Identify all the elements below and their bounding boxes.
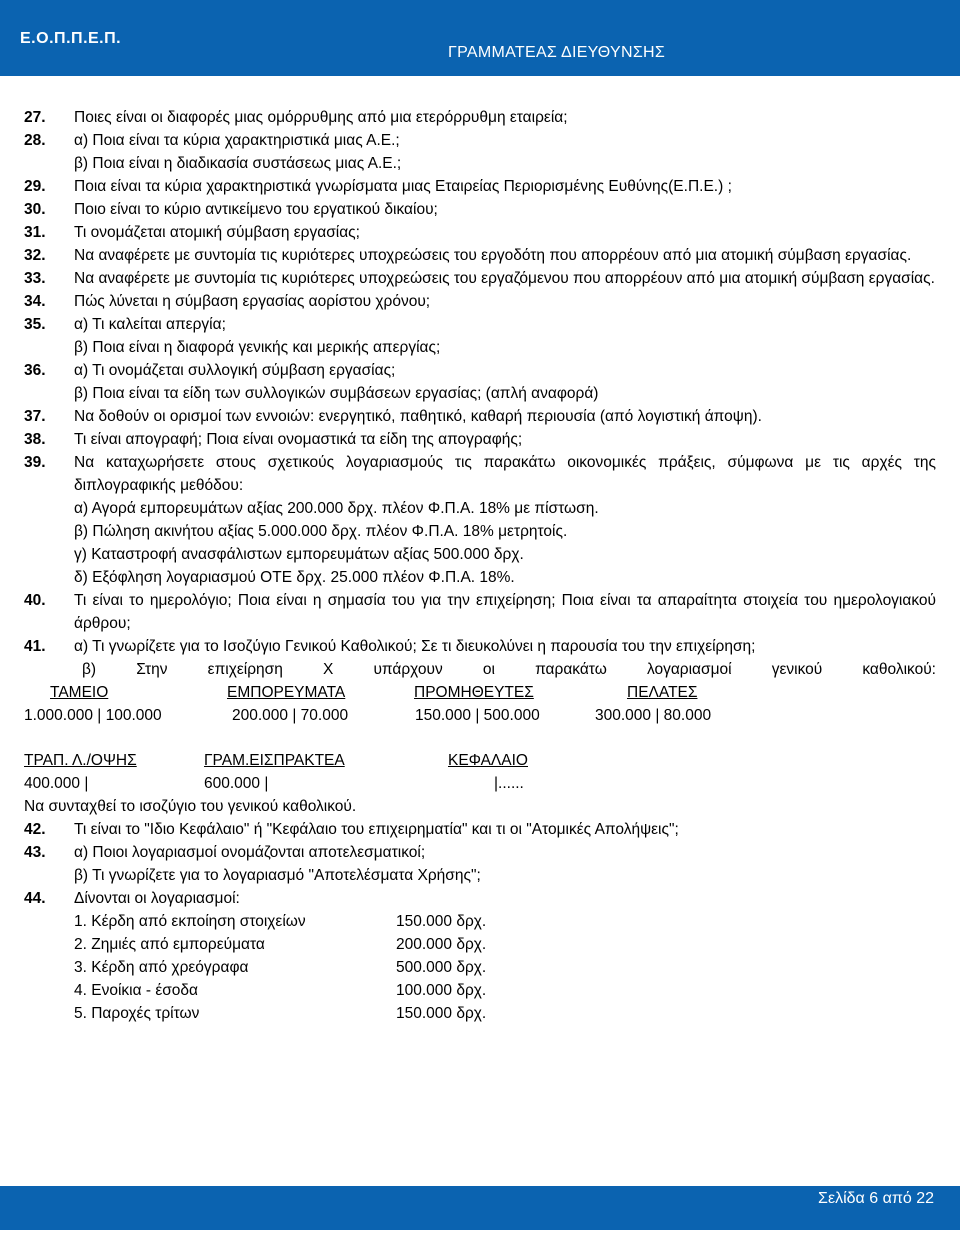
header-org: Ε.Ο.Π.Π.Ε.Π. <box>20 30 122 47</box>
ledger-header: ΤΑΜΕΙΟ <box>50 684 109 701</box>
question-part-c: γ) Καταστροφή ανασφάλιστων εμπορευμάτων αξίας 500.000 δρχ. <box>74 546 524 563</box>
question-number: 37. <box>24 408 46 425</box>
account-amount: 150.000 δρχ. <box>396 1005 487 1022</box>
account-item <box>74 910 936 933</box>
ledger-header: ΠΕΛΑΤΕΣ <box>627 684 698 701</box>
question-41 <box>24 635 936 681</box>
question-35 <box>24 313 936 359</box>
question-34 <box>24 290 936 313</box>
account-label: 3. Κέρδη από χρεόγραφα <box>74 959 249 976</box>
ledger-value: 400.000 | <box>24 775 89 792</box>
question-text: Τι είναι το "Ιδιο Κεφάλαιο" ή "Κεφάλαιο του επιχειρηματία" και τι οι "Ατομικές Απολήψεις"; <box>74 821 679 838</box>
document-body <box>24 106 936 1025</box>
question-text: Τι ονομάζεται ατομική σύμβαση εργασίας; <box>74 224 360 241</box>
header-bar <box>0 0 960 76</box>
question-number: 28. <box>24 132 46 149</box>
ledger-header: ΤΡΑΠ. Λ./ΟΨΗΣ <box>24 752 137 769</box>
question-part-b: β) Ποια είναι τα είδη των συλλογικών συμβάσεων εργασίας; (απλή αναφορά) <box>74 385 599 402</box>
account-amount: 200.000 δρχ. <box>396 936 487 953</box>
question-number: 31. <box>24 224 46 241</box>
question-number: 41. <box>24 638 46 655</box>
question-number: 33. <box>24 270 46 287</box>
question-part-b: β) Τι γνωρίζετε για το λογαριασμό "Αποτελέσματα Χρήσης"; <box>74 867 481 884</box>
question-number: 29. <box>24 178 46 195</box>
ledger-header: ΕΜΠΟΡΕΥΜΑΤΑ <box>227 684 346 701</box>
question-number: 44. <box>24 890 46 907</box>
account-item <box>74 933 936 956</box>
question-part-a: α) Τι ονομάζεται συλλογική σύμβαση εργασίας; <box>74 362 396 379</box>
ledger-value: 1.000.000 | 100.000 <box>24 707 162 724</box>
account-amount: 150.000 δρχ. <box>396 913 487 930</box>
question-part-a: α) Ποια είναι τα κύρια χαρακτηριστικά μιας Α.Ε.; <box>74 132 400 149</box>
account-label: 2. Ζημιές από εμπορεύματα <box>74 936 265 953</box>
question-text: Να αναφέρετε με συντομία τις κυριότερες υποχρεώσεις του εργαζόμενου που απορρέουν από μια ατομική σύμβαση εργασίας. <box>74 270 935 287</box>
ledger-value: 200.000 | 70.000 <box>232 707 349 724</box>
question-38 <box>24 428 936 451</box>
ledger-accounts-1 <box>24 681 936 727</box>
question-44 <box>24 887 936 1025</box>
question-part-a: α) Τι καλείται απεργία; <box>74 316 226 333</box>
question-text: Ποια είναι τα κύρια χαρακτηριστικά γνωρίσματα μιας Εταιρείας Περιορισμένης Ευθύνης(Ε.Π.Ε.) ; <box>74 178 732 195</box>
question-text: Δίνονται οι λογαριασμοί: <box>74 890 240 907</box>
question-29 <box>24 175 936 198</box>
question-number: 39. <box>24 454 46 471</box>
question-39 <box>24 451 936 589</box>
account-amount: 500.000 δρχ. <box>396 959 487 976</box>
account-amount: 100.000 δρχ. <box>396 982 487 999</box>
question-43 <box>24 841 936 887</box>
question-37 <box>24 405 936 428</box>
question-text: Ποιες είναι οι διαφορές μιας ομόρρυθμης από μια ετερόρρυθμη εταιρεία; <box>74 109 568 126</box>
ledger-value: 150.000 | 500.000 <box>415 707 540 724</box>
question-40 <box>24 589 936 635</box>
question-33 <box>24 267 936 290</box>
ledger-value: 300.000 | 80.000 <box>595 707 712 724</box>
question-number: 43. <box>24 844 46 861</box>
account-item <box>74 1002 936 1025</box>
footer-bar <box>0 1186 960 1230</box>
question-number: 40. <box>24 592 46 609</box>
ledger-header: ΓΡΑΜ.ΕΙΣΠΡΑΚΤΕΑ <box>204 752 345 769</box>
question-text: Πώς λύνεται η σύμβαση εργασίας αορίστου χρόνου; <box>74 293 431 310</box>
question-36 <box>24 359 936 405</box>
account-label: 5. Παροχές τρίτων <box>74 1005 200 1022</box>
question-part-a: α) Ποιοι λογαριασμοί ονομάζονται αποτελεσματικοί; <box>74 844 426 861</box>
header-title: ΓΡΑΜΜΑΤΕΑΣ ΔΙΕΥΘΥΝΣΗΣ <box>448 44 666 61</box>
account-item <box>74 956 936 979</box>
question-text: Να αναφέρετε με συντομία τις κυριότερες υποχρεώσεις του εργοδότη που απορρέουν από μια ατομική σύμβαση εργασίας. <box>74 247 912 264</box>
question-number: 35. <box>24 316 46 333</box>
question-part-b: β) Πώληση ακινήτου αξίας 5.000.000 δρχ. πλέον Φ.Π.Α. 18% μετρητοίς. <box>74 523 568 540</box>
question-32 <box>24 244 936 267</box>
ledger-value: 600.000 | <box>204 775 269 792</box>
question-text: Τι είναι το ημερολόγιο; Ποια είναι η σημασία του για την επιχείρηση; Ποια είναι τα απαραίτητα στοιχεία του ημερολογιακού άρθρου; <box>74 592 936 632</box>
question-31 <box>24 221 936 244</box>
question-text: Να δοθούν οι ορισμοί των εννοιών: ενεργητικό, παθητικό, καθαρή περιουσία (από λογιστική άποψη). <box>74 408 762 425</box>
question-part-d: δ) Εξόφληση λογαριασμού ΟΤΕ δρχ. 25.000 πλέον Φ.Π.Α. 18%. <box>74 569 515 586</box>
ledger-value: |...... <box>494 775 524 792</box>
balance-instruction: Να συνταχθεί το ισοζύγιο του γενικού καθολικού. <box>24 798 357 815</box>
question-part-a: α) Αγορά εμπορευμάτων αξίας 200.000 δρχ. πλέον Φ.Π.Α. 18% με πίστωση. <box>74 500 599 517</box>
question-text: Ποιο είναι το κύριο αντικείμενο του εργατικού δικαίου; <box>74 201 438 218</box>
question-27 <box>24 106 936 129</box>
ledger-header: ΠΡΟΜΗΘΕΥΤΕΣ <box>414 684 534 701</box>
ledger-header: ΚΕΦΑΛΑΙΟ <box>448 752 528 769</box>
page-number: Σελίδα 6 από 22 <box>818 1190 934 1207</box>
account-label: 4. Ενοίκια - έσοδα <box>74 982 198 999</box>
question-number: 27. <box>24 109 46 126</box>
question-number: 42. <box>24 821 46 838</box>
account-label: 1. Κέρδη από εκποίηση στοιχείων <box>74 913 306 930</box>
question-number: 38. <box>24 431 46 448</box>
question-30 <box>24 198 936 221</box>
question-part-b: β) Ποια είναι η διαδικασία συστάσεως μιας Α.Ε.; <box>74 155 402 172</box>
question-text: Να καταχωρήσετε στους σχετικούς λογαριασμούς τις παρακάτω οικονομικές πράξεις, σύμφωνα με τις αρχές της διπλογραφικής μεθόδου: <box>74 454 936 494</box>
question-part-a: α) Τι γνωρίζετε για το Ισοζύγιο Γενικού Καθολικού; Σε τι διευκολύνει η παρουσία του την επιχείρηση; <box>74 638 756 655</box>
question-text: Τι είναι απογραφή; Ποια είναι ονομαστικά τα είδη της απογραφής; <box>74 431 523 448</box>
ledger-accounts-2 <box>24 749 936 795</box>
question-part-b: β) Στην επιχείρηση Χ υπάρχουν οι παρακάτω λογαριασμοί γενικού καθολικού: <box>82 661 936 678</box>
question-42 <box>24 818 936 841</box>
question-number: 30. <box>24 201 46 218</box>
account-item <box>74 979 936 1002</box>
question-part-b: β) Ποια είναι η διαφορά γενικής και μερικής απεργίας; <box>74 339 441 356</box>
question-number: 32. <box>24 247 46 264</box>
question-number: 34. <box>24 293 46 310</box>
question-28 <box>24 129 936 175</box>
question-number: 36. <box>24 362 46 379</box>
